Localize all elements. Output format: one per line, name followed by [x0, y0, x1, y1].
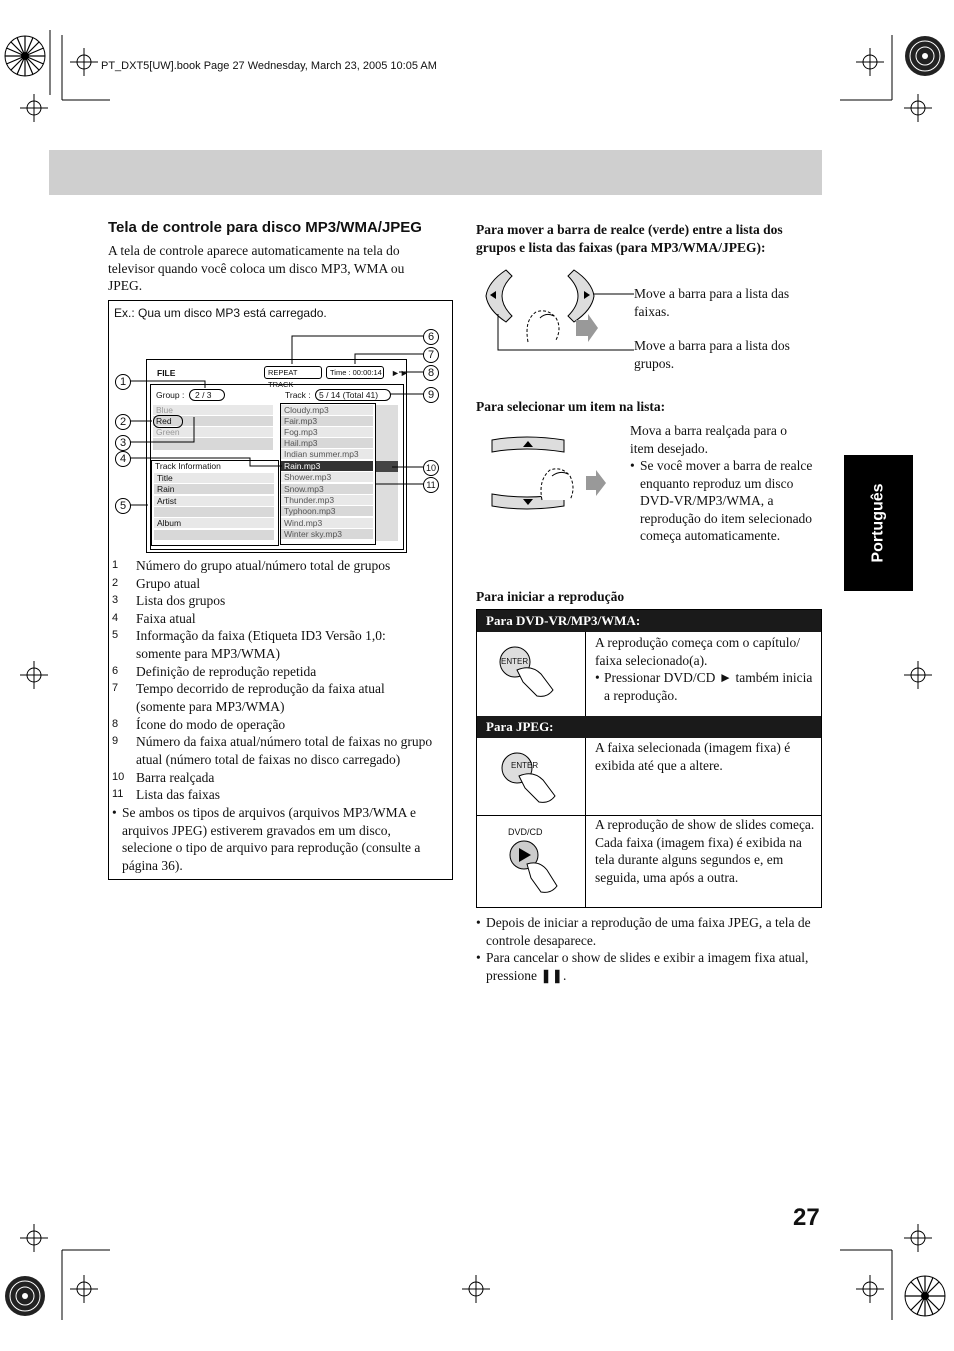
jpeg-header: Para JPEG:: [477, 716, 821, 738]
play-mode-icon: ►►: [391, 368, 409, 378]
language-side-tab: [844, 455, 913, 591]
track-item[interactable]: Winter sky.mp3: [281, 529, 373, 539]
dvd-bullet: • Pressionar DVD/CD ► também inicia a reprodução.: [595, 670, 813, 703]
repeat-track-box: REPEAT TRACK: [264, 366, 322, 379]
dvd-header: Para DVD-VR/MP3/WMA:: [477, 610, 821, 632]
playback-table: [476, 609, 822, 908]
file-header-line: PT_DXT5[UW].book Page 27 Wednesday, March 23, 2005 10:05 AM: [101, 60, 437, 72]
track-item[interactable]: Cloudy.mp3: [281, 405, 373, 415]
track-item[interactable]: Wind.mp3: [281, 518, 373, 528]
select-text: Mova a barra realçada para o item desejado.: [630, 423, 788, 456]
track-item[interactable]: Fair.mp3: [281, 416, 373, 426]
up-down-buttons-illustration: [486, 430, 616, 516]
legend-item: 3 Lista dos grupos: [112, 593, 226, 608]
callout-6: 6: [423, 329, 439, 345]
track-item[interactable]: Indian summer.mp3: [281, 449, 373, 459]
info-row: Title: [154, 473, 274, 483]
legend-item: 10 Barra realçada: [112, 770, 215, 785]
legend-item: 2 Grupo atual: [112, 576, 201, 591]
table-divider-v1: [585, 632, 586, 716]
legend-item: 4 Faixa atual: [112, 611, 196, 626]
track-item[interactable]: Fog.mp3: [281, 427, 373, 437]
dvdcd-label: DVD/CD: [508, 827, 543, 837]
legend-item: 8 Ícone do modo de operação: [112, 717, 286, 732]
track-item[interactable]: Snow.mp3: [281, 484, 373, 494]
jpeg-text-1: A faixa selecionada (imagem fixa) é exibida até que a altere.: [595, 740, 791, 773]
enter-button-icon: [497, 746, 557, 806]
track-item[interactable]: Thunder.mp3: [281, 495, 373, 505]
group-item[interactable]: Green: [153, 427, 273, 437]
bullet-note: • Se ambos os tipos de arquivos (arquivos MP3/WMA e arquivos JPEG) estiverem gravados em um disco, selecione o tipo de arquivo para reprodução (consulte a página 36).: [112, 805, 421, 873]
legend-item: 7 Tempo decorrido de reprodução da faixa atual (somente para MP3/WMA): [112, 681, 385, 714]
legend-item: 11 Lista das faixas: [112, 787, 220, 802]
track-item[interactable]: Shower.mp3: [281, 472, 373, 482]
callout-8: 8: [423, 365, 439, 381]
move-heading: Para mover a barra de realce (verde) entre a lista dos grupos e lista das faixas (para MP3/WMA/JPEG):: [476, 222, 783, 255]
info-row: Artist: [154, 496, 274, 506]
example-caption: Ex.: Qua um disco MP3 está carregado.: [114, 306, 327, 320]
group-item[interactable]: Blue: [153, 405, 273, 415]
select-heading: Para selecionar um item na lista:: [476, 399, 666, 414]
dvd-text: A reprodução começa com o capítulo/ faixa selecionado(a).: [595, 635, 801, 668]
callout-3: 3: [115, 435, 131, 451]
intro-paragraph: A tela de controle aparece automaticamente na tela do televisor quando você coloca um disco MP3, WMA ou JPEG.: [108, 243, 405, 293]
select-bullet: • Se você mover a barra de realce enquanto reproduz um disco DVD-VR/MP3/WMA, a reprodução do item selecionado começa automaticamente.: [630, 458, 813, 543]
legend-item: 9 Número da faixa atual/número total de faixas no grupo atual (número total de faixas no disco carregado): [112, 734, 433, 767]
callout-9: 9: [423, 387, 439, 403]
move-left-text: Move a barra para a lista dos grupos.: [634, 338, 790, 371]
callout-1: 1: [115, 374, 131, 390]
move-right-text: Move a barra para a lista das faixas.: [634, 286, 790, 319]
group-item-current[interactable]: Red: [153, 416, 273, 426]
language-label: Português: [869, 483, 887, 563]
legend-item: 1 Número do grupo atual/número total de grupos: [112, 558, 391, 573]
left-right-buttons-illustration: [476, 262, 636, 354]
note-2: • Para cancelar o show de slides e exibir a imagem fixa atual, pressione ❚❚.: [476, 950, 809, 983]
track-item-highlighted[interactable]: Rain.mp3: [281, 461, 373, 471]
jpeg-text-2: A reprodução de show de slides começa. Cada faixa (imagem fixa) é exibida na tela durante alguns segundos e, em seguida, uma após a outra.: [595, 817, 815, 885]
callout-11: 11: [423, 477, 439, 493]
track-value: 5 / 14 (Total 41): [315, 389, 391, 401]
info-row: Rain: [154, 484, 274, 494]
info-row: Album: [154, 518, 274, 528]
track-item[interactable]: Hail.mp3: [281, 438, 373, 448]
group-value: 2 / 3: [189, 389, 225, 401]
enter-button-icon: [497, 640, 557, 700]
callout-5: 5: [115, 498, 131, 514]
track-item[interactable]: Typhoon.mp3: [281, 506, 373, 516]
legend-item: 5 Informação da faixa (Etiqueta ID3 Versão 1,0: somente para MP3/WMA): [112, 628, 386, 661]
enter-label: ENTER: [511, 761, 539, 770]
start-heading: Para iniciar a reprodução: [476, 589, 625, 604]
note-1: • Depois de iniciar a reprodução de uma faixa JPEG, a tela de controle desaparece.: [476, 915, 811, 948]
track-info-title: Track Information: [155, 461, 221, 471]
group-label: Group :: [156, 390, 185, 400]
callout-4: 4: [115, 451, 131, 467]
track-label: Track :: [285, 390, 311, 400]
section-heading: Tela de controle para disco MP3/WMA/JPEG: [108, 219, 422, 236]
time-box: Time : 00:00:14: [326, 366, 384, 379]
play-button-icon: [501, 838, 561, 898]
legend-item: 6 Definição de reprodução repetida: [112, 664, 317, 679]
page-number: 27: [793, 1204, 820, 1231]
table-divider-v2: [585, 738, 586, 908]
callout-7: 7: [423, 347, 439, 363]
file-label: FILE: [157, 368, 176, 378]
callout-2: 2: [115, 414, 131, 430]
callout-10: 10: [423, 460, 439, 476]
enter-label: ENTER: [501, 657, 529, 666]
